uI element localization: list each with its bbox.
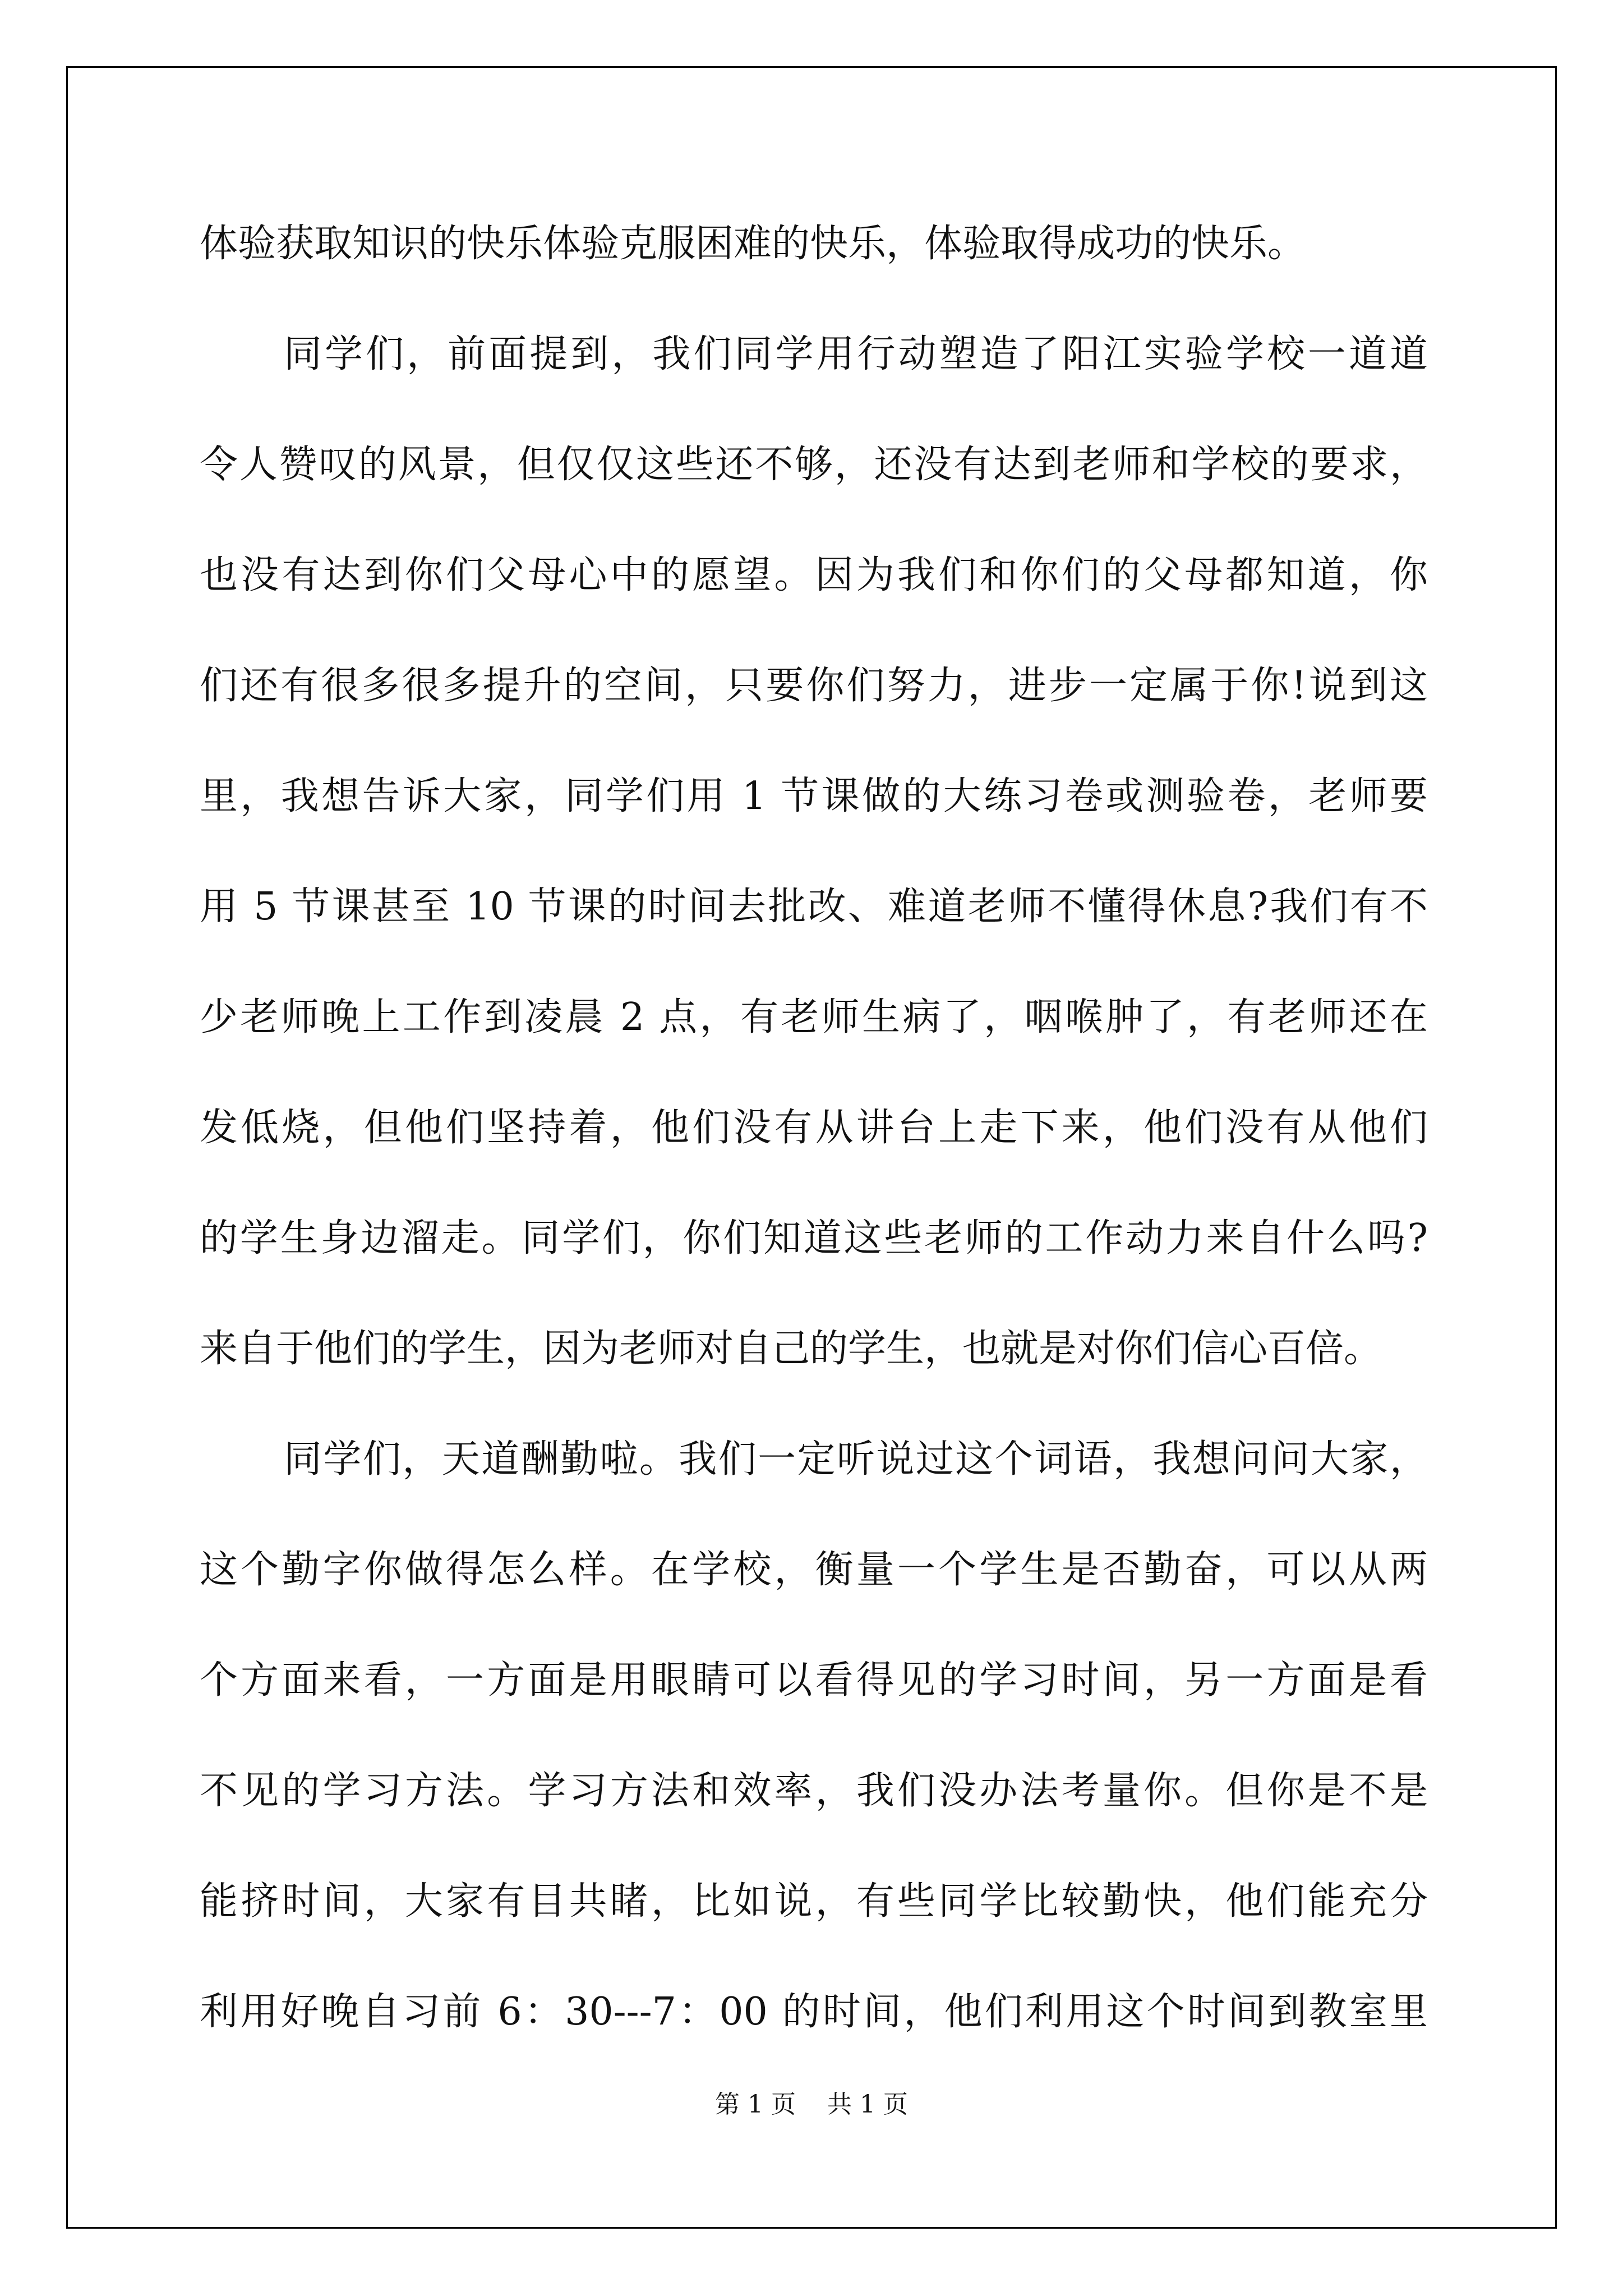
text-line-15: 不见的学习方法。学习方法和效率，我们没办法考量你。但你是不是: [200, 1769, 1428, 1813]
text-line-7: 用 5 节课甚至 10 节课的时间去批改、难道老师不懂得休息?我们有不: [200, 885, 1428, 929]
text-line-16: 能挤时间，大家有目共睹，比如说，有些同学比较勤快，他们能充分: [200, 1879, 1428, 1924]
text-line-14: 个方面来看，一方面是用眼睛可以看得见的学习时间，另一方面是看: [200, 1658, 1428, 1703]
text-line-2: 同学们，前面提到，我们同学用行动塑造了阳江实验学校一道道: [284, 332, 1428, 376]
text-line-13: 这个勤字你做得怎么样。在学校，衡量一个学生是否勤奋，可以从两: [200, 1548, 1428, 1592]
text-line-3: 令人赞叹的风景，但仅仅这些还不够，还没有达到老师和学校的要求，: [200, 443, 1428, 487]
text-line-6: 里，我想告诉大家，同学们用 1 节课做的大练习卷或测验卷，老师要: [200, 774, 1428, 818]
text-line-5: 们还有很多很多提升的空间，只要你们努力，进步一定属于你!说到这: [200, 664, 1428, 708]
text-line-8: 少老师晚上工作到凌晨 2 点，有老师生病了，咽喉肿了，有老师还在: [200, 995, 1428, 1039]
text-line-9: 发低烧，但他们坚持着，他们没有从讲台上走下来，他们没有从他们: [200, 1106, 1428, 1150]
text-line-11: 来自于他们的学生，因为老师对自己的学生，也就是对你们信心百倍。: [200, 1327, 1382, 1371]
text-line-12: 同学们，天道酬勤啦。我们一定听说过这个词语，我想问问大家，: [284, 1437, 1428, 1481]
text-line-1: 体验获取知识的快乐体验克服困难的快乐，体验取得成功的快乐。: [200, 222, 1306, 266]
text-line-10: 的学生身边溜走。同学们，你们知道这些老师的工作动力来自什么吗?: [200, 1216, 1428, 1260]
page-number-footer: 第 1 页 共 1 页: [715, 2090, 908, 2119]
text-line-17: 利用好晚自习前 6：30---7：00 的时间，他们利用这个时间到教室里: [200, 1990, 1428, 2034]
text-line-4: 也没有达到你们父母心中的愿望。因为我们和你们的父母都知道，你: [200, 553, 1428, 597]
